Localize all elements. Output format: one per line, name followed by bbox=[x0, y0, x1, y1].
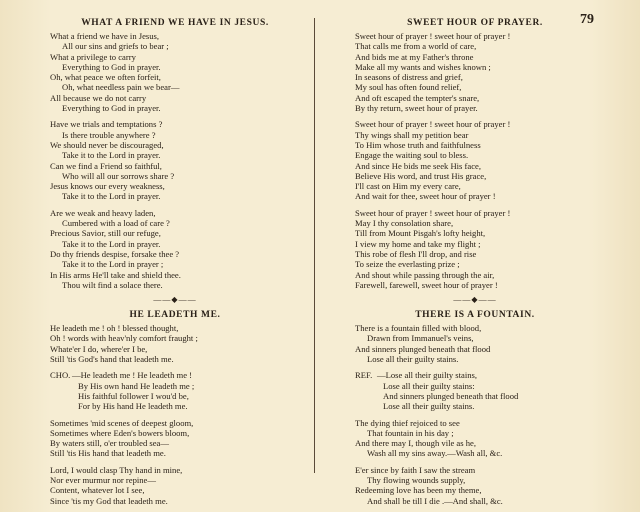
verse-line: Take it to the Lord in prayer. bbox=[62, 191, 161, 202]
verse-line: To seize the everlasting prize ; bbox=[355, 259, 460, 270]
chorus-line: And sinners plunged beneath that flood bbox=[383, 390, 519, 401]
stanza bbox=[50, 323, 300, 364]
verse-line: To Him whose truth and faithfulness bbox=[355, 139, 481, 150]
verse-line: E'er since by faith I saw the stream bbox=[355, 464, 476, 475]
verse-line: And wait for thee, sweet hour of prayer ! bbox=[355, 191, 496, 202]
verse-line: Who will all our sorrows share ? bbox=[62, 170, 175, 181]
verse-line: Have we trials and temptations ? bbox=[50, 119, 163, 130]
stanza bbox=[50, 208, 300, 290]
verse-line: What a friend we have in Jesus, bbox=[50, 31, 160, 41]
verse-line: Thy wings shall my petition bear bbox=[355, 129, 469, 140]
chorus-line: —He leadeth me ! He leadeth me ! bbox=[72, 370, 193, 381]
verse-line: Drawn from Immanuel's veins, bbox=[367, 333, 474, 344]
verse-line: What a privilege to carry bbox=[50, 51, 136, 62]
chorus-line: —Lose all their guilty stains, bbox=[377, 370, 478, 381]
verse-line: Whate'er I do, where'er I be, bbox=[50, 343, 148, 354]
verse-line: Sometimes 'mid scenes of deepest gloom, bbox=[50, 417, 194, 428]
verse-line: Till from Mount Pisgah's lofty height, bbox=[355, 228, 486, 239]
verse-line: Thy flowing wounds supply, bbox=[367, 474, 466, 485]
verse-line: Everything to God in prayer. bbox=[62, 61, 161, 72]
verse-line: Can we find a Friend so faithful, bbox=[50, 160, 162, 171]
verse-line: Still 'tis His hand that leadeth me. bbox=[50, 448, 166, 459]
chorus-line: His faithful follower I wou'd be, bbox=[78, 390, 189, 401]
verse-line: Farewell, farewell, sweet hour of prayer ! bbox=[355, 279, 498, 290]
verse-line: And there may I, though vile as he, bbox=[355, 438, 476, 449]
column-divider bbox=[314, 18, 315, 473]
left-column bbox=[50, 18, 300, 512]
verse-line: Jesus knows our every weakness, bbox=[50, 181, 165, 192]
stanza bbox=[50, 418, 300, 459]
chorus-line: By His own hand He leadeth me ; bbox=[78, 380, 195, 391]
verse-line: Oh ! words with heav'nly comfort fraught ; bbox=[50, 333, 198, 344]
chorus-line: For by His hand He leadeth me. bbox=[78, 401, 188, 412]
stanza bbox=[50, 119, 300, 201]
verse-line: There is a fountain filled with blood, bbox=[355, 323, 482, 334]
verse-line: And since He bids me seek His face, bbox=[355, 160, 482, 171]
stanza bbox=[50, 31, 300, 113]
verse-line: He leadeth me ! oh ! blessed thought, bbox=[50, 323, 179, 334]
verse-line: Everything to God in prayer. bbox=[62, 103, 161, 114]
stanza bbox=[50, 465, 300, 506]
verse-line: And oft escaped the tempter's snare, bbox=[355, 92, 480, 103]
verse-line: In seasons of distress and grief, bbox=[355, 72, 463, 83]
verse-line: The dying thief rejoiced to see bbox=[355, 417, 460, 428]
verse-line: Sweet hour of prayer ! sweet hour of prayer ! bbox=[355, 31, 511, 41]
hymn-title: SWEET HOUR OF PRAYER. bbox=[407, 18, 543, 28]
verse-line: Sweet hour of prayer ! sweet hour of prayer ! bbox=[355, 119, 511, 130]
stanza bbox=[355, 31, 595, 113]
verse-line: All because we do not carry bbox=[50, 92, 147, 103]
verse-line: And shout while passing through the air, bbox=[355, 269, 495, 280]
verse-line: That fountain in his day ; bbox=[367, 427, 454, 438]
verse-line: Take it to the Lord in prayer. bbox=[62, 150, 161, 161]
chorus-line: Lose all their guilty stains: bbox=[383, 380, 475, 391]
refrain-label: REF. bbox=[355, 370, 373, 381]
verse-line: We should never be discouraged, bbox=[50, 139, 164, 150]
verse-line: And sinners plunged beneath that flood bbox=[355, 343, 491, 354]
verse-line: By waters still, o'er troubled sea— bbox=[50, 438, 169, 449]
ornament-divider: ——◆—— bbox=[153, 295, 197, 305]
hymn-title: WHAT A FRIEND WE HAVE IN JESUS. bbox=[81, 18, 269, 28]
stanza bbox=[355, 119, 595, 201]
verse-line: Cumbered with a load of care ? bbox=[62, 218, 170, 229]
verse-line: Sometimes where Eden's bowers bloom, bbox=[50, 427, 190, 438]
verse-line: Do thy friends despise, forsake thee ? bbox=[50, 248, 180, 259]
chorus bbox=[355, 370, 595, 411]
stanza bbox=[355, 418, 595, 459]
verse-line: Nor ever murmur nor repine— bbox=[50, 474, 156, 485]
verse-line: And shall be till I die .—And shall, &c. bbox=[367, 495, 503, 506]
verse-line: Lose all their guilty stains. bbox=[367, 354, 459, 365]
verse-line: Oh, what needless pain we bear— bbox=[62, 82, 180, 93]
verse-line: Oh, what peace we often forfeit, bbox=[50, 72, 161, 83]
verse-line: Are we weak and heavy laden, bbox=[50, 207, 156, 218]
verse-line: Still 'tis God's hand that leadeth me. bbox=[50, 354, 174, 365]
chorus-label: CHO. bbox=[50, 370, 71, 381]
verse-line: Thou wilt find a solace there. bbox=[62, 279, 163, 290]
verse-line: By thy return, sweet hour of prayer. bbox=[355, 103, 478, 114]
ornament-divider: ——◆—— bbox=[453, 295, 497, 305]
verse-line: Sweet hour of prayer ! sweet hour of prayer ! bbox=[355, 207, 511, 218]
chorus-line: Lose all their guilty stains. bbox=[383, 401, 475, 412]
hymn-title: THERE IS A FOUNTAIN. bbox=[415, 310, 535, 321]
verse-line: That calls me from a world of care, bbox=[355, 41, 477, 52]
verse-line: Believe His word, and trust His grace, bbox=[355, 170, 487, 181]
verse-line: Lord, I would clasp Thy hand in mine, bbox=[50, 464, 183, 475]
verse-line: Take it to the Lord in prayer. bbox=[62, 238, 161, 249]
chorus bbox=[50, 370, 300, 411]
verse-line: My soul has often found relief, bbox=[355, 82, 462, 93]
stanza bbox=[355, 323, 595, 364]
verse-line: Make all my wants and wishes known ; bbox=[355, 61, 491, 72]
verse-line: Since 'tis my God that leadeth me. bbox=[50, 495, 168, 506]
verse-line: Wash all my sins away.—Wash all, &c. bbox=[367, 448, 503, 459]
right-column bbox=[355, 18, 595, 512]
verse-line: Is there trouble anywhere ? bbox=[62, 129, 156, 140]
stanza bbox=[355, 465, 595, 506]
verse-line: Take it to the Lord in prayer ; bbox=[62, 259, 164, 270]
verse-line: Content, whatever lot I see, bbox=[50, 485, 145, 496]
verse-line: Redeeming love has been my theme, bbox=[355, 485, 482, 496]
verse-line: This robe of flesh I'll drop, and rise bbox=[355, 248, 477, 259]
verse-line: In His arms He'll take and shield thee. bbox=[50, 269, 181, 280]
verse-line: I view my home and take my flight ; bbox=[355, 238, 481, 249]
verse-line: Precious Savior, still our refuge, bbox=[50, 228, 161, 239]
stanza bbox=[355, 208, 595, 290]
verse-line: I'll cast on Him my every care, bbox=[355, 181, 461, 192]
page-number: 79 bbox=[580, 12, 594, 27]
verse-line: And bids me at my Father's throne bbox=[355, 51, 474, 62]
verse-line: All our sins and griefs to bear ; bbox=[62, 41, 169, 52]
verse-line: May I thy consolation share, bbox=[355, 218, 454, 229]
verse-line: Engage the waiting soul to bless. bbox=[355, 150, 469, 161]
hymn-title: HE LEADETH ME. bbox=[129, 310, 221, 321]
